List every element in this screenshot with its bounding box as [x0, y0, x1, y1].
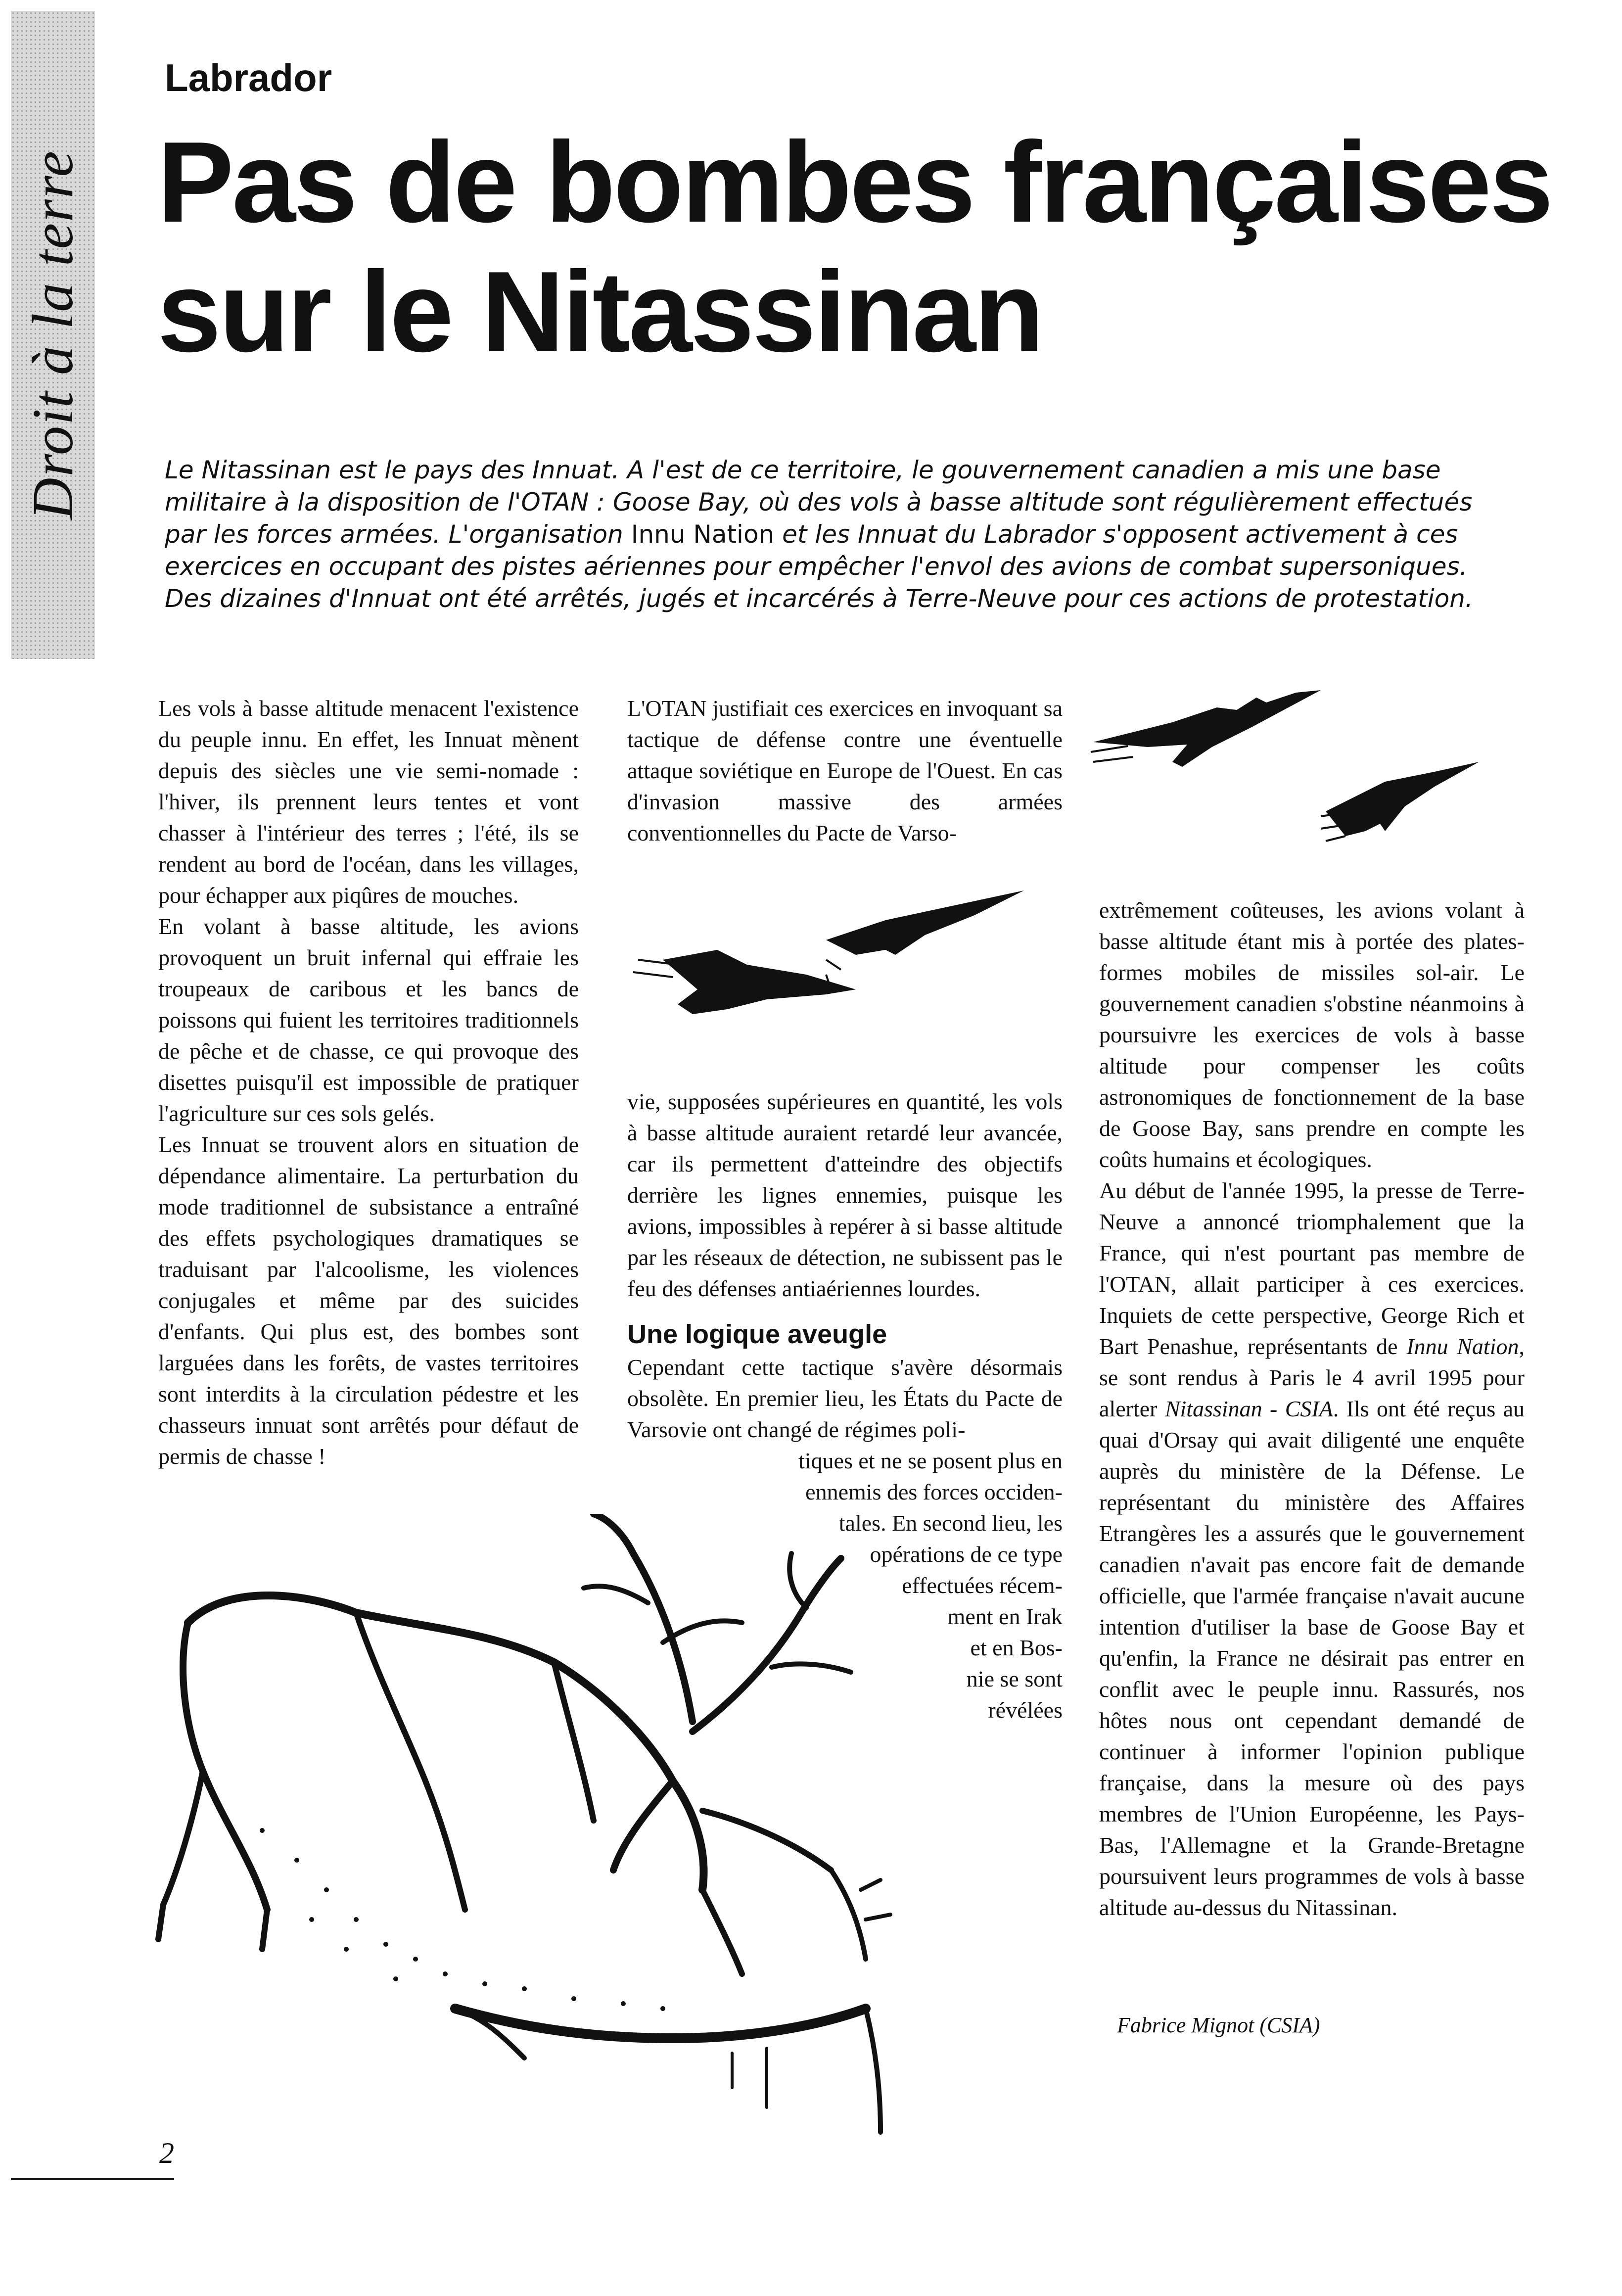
- intro-text-a: Le Nitassinan est le pays des Innuat. A l'est de ce territoire, le gouvernement canadien a mis une base militaire à la disposition de l'OTAN : Goose Bay, où des vols à basse altitude sont régulièrement effectués par les forces armées. L'organisation: [165, 456, 1473, 549]
- staircase-line: ment en Irak: [947, 1604, 1063, 1629]
- staircase-line: et en Bos-: [970, 1635, 1063, 1660]
- text: . Ils ont été reçus au quai d'Orsay qui avait diligenté une enquête auprès du ministère de la Défense. Le représentant du ministère des Affaires Etrangères les a assurés que le gouvernement canadien n'avait pas encore fait de demande officielle, que l'armée française n'avait aucune intention d'utiliser la base de Goose Bay et qu'enfin, la France ne désirait pas entrer en conflit avec le peuple innu. Rassurés, nos hôtes nous ont cependant demandé de continuer à informer l'opinion publique française, dans la mesure où des pays membres de l'Union Européenne, les Pays-Bas, l'Allemagne et la Grande-Bretagne poursuivent leurs programmes de vols à basse altitude au-dessus du Nitassinan.: [1099, 1396, 1525, 1920]
- section-subheading: Une logique aveugle: [627, 1319, 887, 1349]
- headline-line-1: Pas de bombes françaises: [157, 118, 1552, 246]
- footer-rule: [11, 2178, 174, 2180]
- paragraph: En volant à basse altitude, les avions provoquent un bruit infernal qui effraie les troupeaux de caribous et les bancs de poissons qui fuient les territoires traditionnels de pêche et de chasse, ce qui provoque des disettes puisqu'il est impossible de pratiquer l'agriculture sur ces sols gelés.: [158, 914, 579, 1126]
- intro-paragraph: [165, 454, 1500, 615]
- column-2-top: [627, 693, 1063, 848]
- jet-illustration-top: [1088, 688, 1494, 851]
- text: Au début de l'année 1995, la presse de Terre-Neuve a annoncé triomphalement que la France, qui n'est pourtant pas membre de l'OTAN, allait participer à ces exercices. Inquiets de cette perspective, George Rich et Bart Penashue, représentants de: [1099, 1178, 1525, 1359]
- text: , se sont rendus à Paris le 4 avril 1995 pour alerter: [1099, 1334, 1525, 1421]
- staircase-line: ennemis des forces occiden-: [805, 1479, 1063, 1504]
- column-1: [158, 693, 579, 1472]
- staircase-line: opérations de ce type: [870, 1542, 1063, 1567]
- caribou-illustration: [148, 1514, 965, 2157]
- staircase-line: révélées: [988, 1697, 1063, 1723]
- org-name: Innu Nation: [1406, 1334, 1519, 1359]
- paragraph: L'OTAN justifiait ces exercices en invoquant sa tactique de défense contre une éventuelle attaque soviétique en Europe de l'Ouest. En cas d'invasion massive des armées conventionnelles du Pacte de Varso-: [627, 696, 1063, 845]
- side-banner-text: Droit à la terre: [20, 150, 85, 520]
- page-number: 2: [159, 2137, 174, 2169]
- headline: [157, 118, 1592, 377]
- paragraph: [1099, 1175, 1525, 1923]
- kicker: Labrador: [165, 56, 332, 99]
- paragraph: Les vols à basse altitude menacent l'existence du peuple innu. En effet, les Innuat mènent depuis des siècles une vie semi-nomade : l'hiver, ils prennent leurs tentes et vont chasser à l'intérieur des terres ; l'été, ils se rendent au bord de l'océan, dans les villages, pour échapper aux piqûres de mouches.: [158, 696, 579, 908]
- staircase-line: nie se sont: [966, 1666, 1063, 1691]
- article-signature: Fabrice Mignot (CSIA): [1117, 2013, 1320, 2037]
- intro-org-name: Innu Nation: [631, 520, 775, 549]
- headline-line-2: sur le Nitassinan: [157, 248, 1042, 376]
- staircase-line: effectuées récem-: [902, 1573, 1063, 1598]
- org-name: Nitassinan - CSIA: [1164, 1396, 1333, 1421]
- paragraph: extrêmement coûteuses, les avions volant à basse altitude étant mis à portée des plates-formes mobiles de missiles sol-air. Le gouvernement canadien s'obstine néanmoins à poursuivre les exercices de vols à basse altitude pour compenser les coûts astronomiques de fonctionnement de la base de Goose Bay, sans prendre en compte les coûts humains et écologiques.: [1099, 897, 1525, 1172]
- staircase-line: tiques et ne se posent plus en: [798, 1448, 1063, 1473]
- paragraph: Les Innuat se trouvent alors en situation de dépendance alimentaire. La perturbation du mode traditionnel de subsistance a entraîné des effets psychologiques dramatiques se traduisant par l'alcoolisme, les violences conjugales et même par des suicides d'enfants. Qui plus est, des bombes sont larguées dans les forêts, de vastes territoires sont interdits à la circulation pédestre et les chasseurs innuat sont arrêtés pour défaut de permis de chasse !: [158, 1132, 579, 1469]
- column-3: [1099, 894, 1525, 1923]
- jet-illustration-middle: [618, 886, 1064, 1049]
- intro-text-c: et les Innuat du Labrador s'opposent activement à ces exercices en occupant des pistes aériennes pour empêcher l'envol des avions de combat supersoniques. Des dizaines d'Innuat ont été arrêtés, jugés et incarcérés à Terre-Neuve pour ces actions de protestation.: [165, 520, 1473, 613]
- staircase-line: tales. En second lieu, les: [838, 1510, 1063, 1536]
- paragraph: vie, supposées supérieures en quantité, les vols à basse altitude auraient retardé leur avancée, car ils permettent d'atteindre des objectifs derrière les lignes ennemies, puisque les avions, impossibles à repérer à si basse altitude par les réseaux de détection, ne subissent pas le feu des défenses antiaériennes lourdes.: [627, 1089, 1063, 1301]
- paragraph: Cependant cette tactique s'avère désormais obsolète. En premier lieu, les États du Pacte de Varsovie ont changé de régimes poli-: [627, 1355, 1063, 1442]
